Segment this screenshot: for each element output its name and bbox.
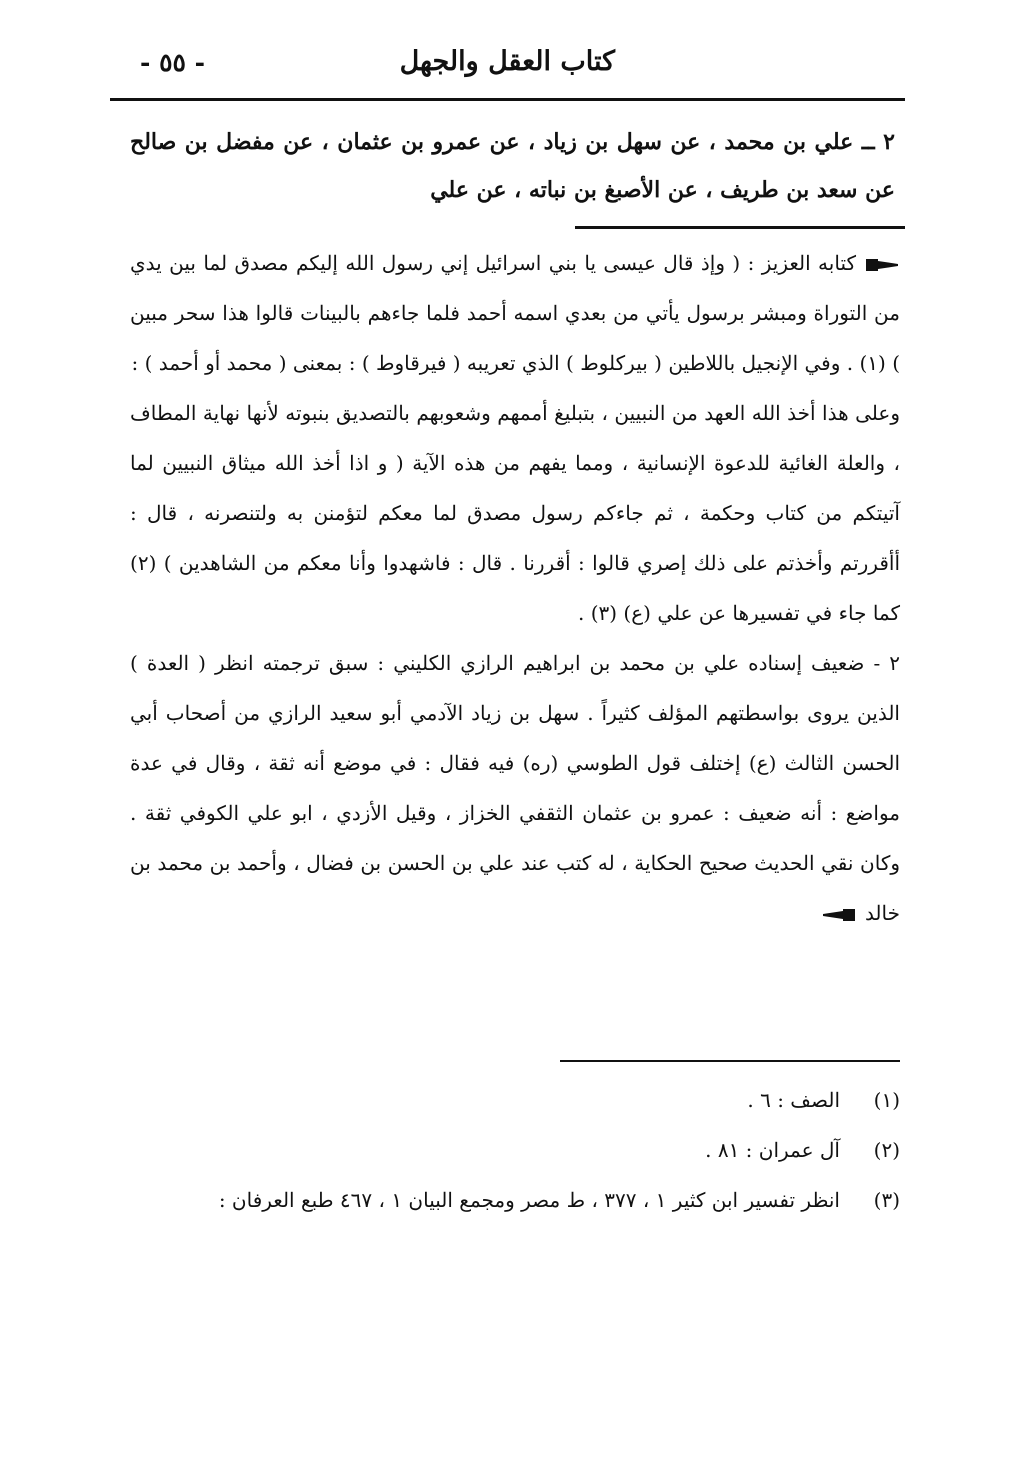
- footnote-number: (٢): [873, 1138, 900, 1162]
- pointing-hand-icon: [866, 256, 900, 274]
- commentary-text-2: وعلى هذا أخذ الله العهد من النبيين ، بتبليغ أممهم وشعوبهم بالتصديق بنبوته لأنها نهاية المطاف ، والعلة الغائية للدعوة الإنسانية ، ومما يفهم من هذه الآية ( و اذا أخذ الله ميثاق النبيين لما آتيتكم من كتاب وحكمة ، ثم جاءكم رسول مصدق لما معكم لتؤمنن به ولتنصرنه ، قال : أأقررتم وأخذتم على ذلك إصري قالوا : أقررنا . قال : فاشهدوا وأنا معكم من الشاهدين ) (٢) كما جاء في تفسيرها عن علي (ع) (٣) .: [130, 401, 900, 625]
- commentary: [130, 238, 900, 938]
- footnote: [130, 1175, 900, 1225]
- hadith-text: ٢ ــ علي بن محمد ، عن سهل بن زياد ، عن عمرو بن عثمان ، عن مفضل بن صالح عن سعد بن طريف ، عن الأصبغ بن نباته ، عن علي: [130, 129, 895, 203]
- footnote: [130, 1125, 900, 1175]
- footnote-text: انظر تفسير ابن كثير ١ ، ٣٧٧ ، ط مصر ومجمع البيان ١ ، ٤٦٧ طبع العرفان :: [218, 1188, 840, 1212]
- commentary-paragraph: [130, 638, 900, 938]
- commentary-paragraph: [130, 388, 900, 638]
- page-number: - ٥٥ -: [140, 48, 206, 77]
- page-header: [110, 40, 905, 96]
- footnote-text: الصف : ٦ .: [747, 1088, 840, 1112]
- commentary-paragraph: [130, 238, 900, 388]
- page-title: كتاب العقل والجهل: [399, 46, 615, 77]
- commentary-text-1: كتابه العزيز : ( وإذ قال عيسى يا بني اسرائيل إني رسول الله إليكم مصدق لما بين يدي من التوراة ومبشر برسول يأتي من بعدي اسمه أحمد فلما جاءهم بالبينات قالوا هذا سحر مبين ) (١) . وفي الإنجيل باللاطين ( بيركلوط ) الذي تعريبه ( فيرقاوط ) : بمعنى ( محمد أو أحمد ) :: [130, 251, 900, 375]
- footnote: [130, 1075, 900, 1125]
- footnote-number: (٣): [873, 1188, 900, 1212]
- footnote-text: آل عمران : ٨١ .: [705, 1138, 840, 1162]
- section-rule: [575, 226, 905, 229]
- header-rule: [110, 98, 905, 101]
- pointing-hand-icon: [821, 906, 855, 924]
- footnote-rule: [560, 1060, 900, 1062]
- footnote-number: (١): [873, 1088, 900, 1112]
- commentary-text-3: ٢ - ضعيف إسناده علي بن محمد بن ابراهيم الرازي الكليني : سبق ترجمته انظر ( العدة ) الذين يروى بواسطتهم المؤلف كثيراً . سهل بن زياد الآدمي أبو سعيد الرازي من أصحاب أبي الحسن الثالث (ع) إختلف قول الطوسي (ره) فيه فقال : في موضع أنه ثقة ، وقال في عدة مواضع : أنه ضعيف : عمرو بن عثمان الثقفي الخزاز ، وقيل الأزدي ، ابو علي الكوفي ثقة . وكان نقي الحديث صحيح الحكاية ، له كتب عند علي بن الحسن بن فضال ، وأحمد بن محمد بن خالد: [130, 651, 900, 925]
- footnotes: [130, 1075, 900, 1225]
